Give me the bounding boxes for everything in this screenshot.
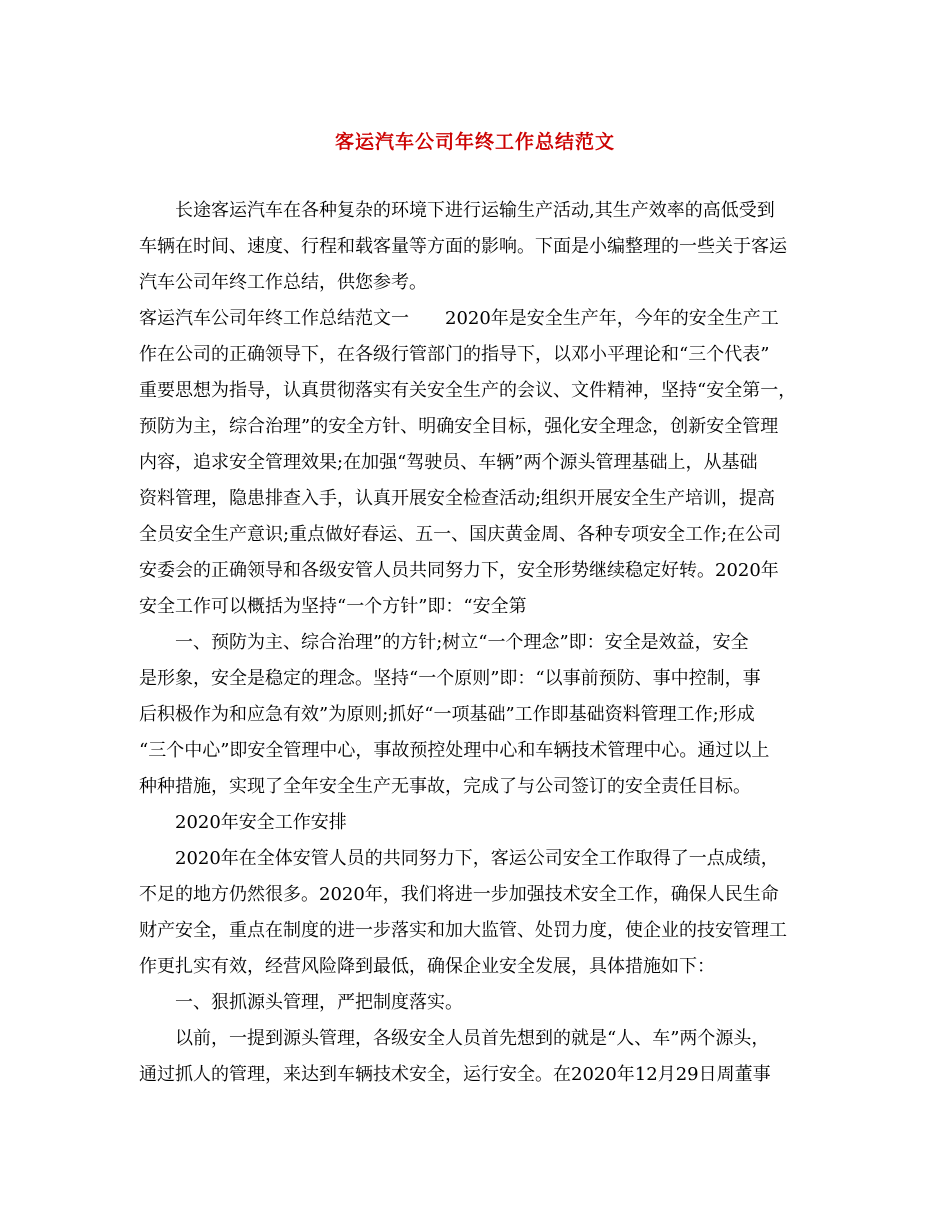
paragraph-line: 后积极作为和应急有效”为原则;抓好“一项基础”工作即基础资料管理工作;形成 xyxy=(139,704,755,725)
paragraph-line: 不足的地方仍然很多。2020年，我们将进一步加强技术安全工作，确保人民生命 xyxy=(139,884,779,905)
paragraph-line: 长途客运汽车在各种复杂的环境下进行运输生产活动,其生产效率的高低受到 xyxy=(175,200,775,221)
document-title: 客运汽车公司年终工作总结范文 xyxy=(334,131,615,153)
paragraph-line: 汽车公司年终工作总结，供您参考。 xyxy=(139,272,427,293)
paragraph-line: 种种措施，实现了全年安全生产无事故，完成了与公司签订的安全责任目标。 xyxy=(139,776,751,797)
paragraph-line: 作在公司的正确领导下，在各级行管部门的指导下，以邓小平理论和“三个代表” xyxy=(139,344,770,365)
paragraph-line: 资料管理，隐患排查入手，认真开展安全检查活动;组织开展安全生产培训，提高 xyxy=(139,488,776,509)
paragraph-line: 全员安全生产意识;重点做好春运、五一、国庆黄金周、各种专项安全工作;在公司 xyxy=(139,524,782,545)
paragraph-line: 财产安全，重点在制度的进一步落实和加大监管、处罚力度，使企业的技安管理工 xyxy=(139,920,787,941)
paragraph-line: 安委会的正确领导和各级安管人员共同努力下，安全形势继续稳定好转。2020年 xyxy=(139,560,779,581)
paragraph-line: 客运汽车公司年终工作总结范文一 2020年是安全生产年，今年的安全生产工 xyxy=(139,308,779,329)
paragraph-line: 通过抓人的管理，来达到车辆技术安全，运行安全。在2020年12月29日周董事 xyxy=(139,1064,771,1085)
paragraph-line: 一、预防为主、综合治理”的方针;树立“一个理念”即：安全是效益，安全 xyxy=(175,632,749,653)
paragraph-line: 是形象，安全是稳定的理念。坚持“一个原则”即：“以事前预防、事中控制，事 xyxy=(139,668,761,689)
paragraph-line: “三个中心”即安全管理中心，事故预控处理中心和车辆技术管理中心。通过以上 xyxy=(139,740,770,761)
paragraph-line: 预防为主，综合治理”的安全方针、明确安全目标，强化安全理念，创新安全管理 xyxy=(139,416,779,437)
paragraph-line: 车辆在时间、速度、行程和载客量等方面的影响。下面是小编整理的一些关于客运 xyxy=(139,236,787,257)
paragraph-line: 作更扎实有效，经营风险降到最低，确保企业安全发展，具体措施如下： xyxy=(139,956,715,977)
section-heading: 一、狠抓源头管理，严把制度落实。 xyxy=(175,992,463,1013)
paragraph-line: 以前，一提到源头管理，各级安全人员首先想到的就是“人、车”两个源头， xyxy=(175,1028,770,1049)
paragraph-line: 安全工作可以概括为坚持“一个方针”即：“安全第 xyxy=(139,596,527,617)
paragraph-line: 2020年在全体安管人员的共同努力下，客运公司安全工作取得了一点成绩， xyxy=(175,848,779,869)
paragraph-line: 重要思想为指导，认真贯彻落实有关安全生产的会议、文件精神，坚持“安全第一， xyxy=(139,380,797,401)
paragraph-line: 内容，追求安全管理效果;在加强“驾驶员、车辆”两个源头管理基础上，从基础 xyxy=(139,452,758,473)
section-heading: 2020年安全工作安排 xyxy=(175,812,347,833)
